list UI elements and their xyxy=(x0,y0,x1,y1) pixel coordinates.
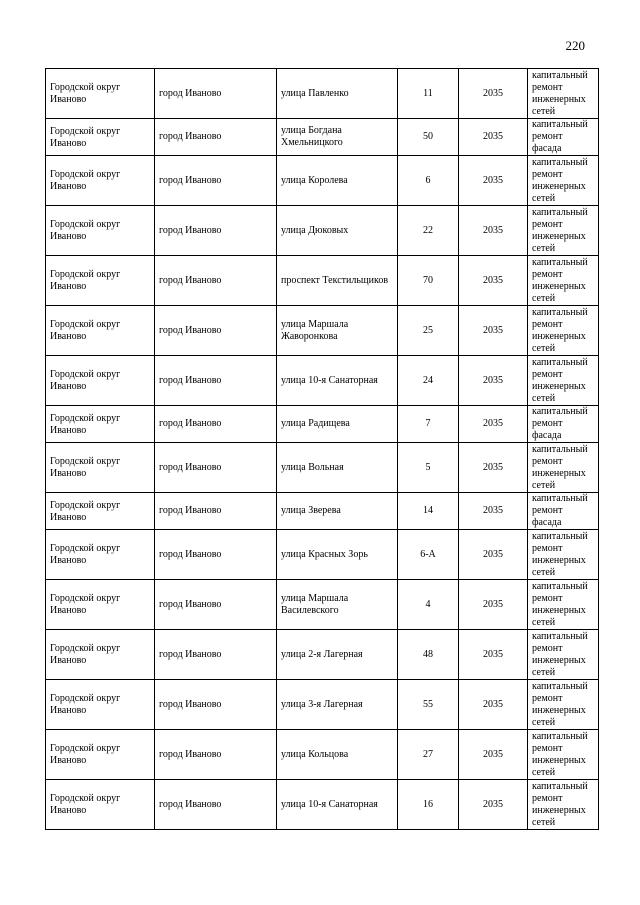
year-cell: 2035 xyxy=(459,443,528,493)
city-cell: город Иваново xyxy=(155,493,277,530)
okrug-cell: Городской округ Иваново xyxy=(46,443,155,493)
table-row xyxy=(46,256,599,306)
work-type-cell: капитальный ремонт инженерных сетей xyxy=(528,156,599,206)
street-cell: улица 10-я Санаторная xyxy=(277,780,398,830)
table-row xyxy=(46,156,599,206)
table-row xyxy=(46,493,599,530)
year-cell: 2035 xyxy=(459,730,528,780)
year-cell: 2035 xyxy=(459,356,528,406)
table-row xyxy=(46,680,599,730)
house-number-cell: 5 xyxy=(398,443,459,493)
work-type-cell: капитальный ремонт инженерных сетей xyxy=(528,69,599,119)
work-type-cell: капитальный ремонт инженерных сетей xyxy=(528,580,599,630)
okrug-cell: Городской округ Иваново xyxy=(46,730,155,780)
work-type-cell: капитальный ремонт инженерных сетей xyxy=(528,256,599,306)
year-cell: 2035 xyxy=(459,206,528,256)
okrug-cell: Городской округ Иваново xyxy=(46,356,155,406)
street-cell: улица Кольцова xyxy=(277,730,398,780)
table-row xyxy=(46,780,599,830)
work-type-cell: капитальный ремонт инженерных сетей xyxy=(528,356,599,406)
okrug-cell: Городской округ Иваново xyxy=(46,119,155,156)
okrug-cell: Городской округ Иваново xyxy=(46,306,155,356)
street-cell: улица Зверева xyxy=(277,493,398,530)
city-cell: город Иваново xyxy=(155,443,277,493)
okrug-cell: Городской округ Иваново xyxy=(46,630,155,680)
table-row xyxy=(46,443,599,493)
house-number-cell: 25 xyxy=(398,306,459,356)
street-cell: улица Вольная xyxy=(277,443,398,493)
city-cell: город Иваново xyxy=(155,780,277,830)
city-cell: город Иваново xyxy=(155,406,277,443)
house-number-cell: 24 xyxy=(398,356,459,406)
table-row xyxy=(46,119,599,156)
page-number: 220 xyxy=(565,38,585,53)
okrug-cell: Городской округ Иваново xyxy=(46,580,155,630)
year-cell: 2035 xyxy=(459,306,528,356)
table-row xyxy=(46,206,599,256)
okrug-cell: Городской округ Иваново xyxy=(46,69,155,119)
house-number-cell: 6-А xyxy=(398,530,459,580)
city-cell: город Иваново xyxy=(155,69,277,119)
house-number-cell: 55 xyxy=(398,680,459,730)
house-number-cell: 4 xyxy=(398,580,459,630)
house-number-cell: 70 xyxy=(398,256,459,306)
street-cell: проспект Текстильщиков xyxy=(277,256,398,306)
city-cell: город Иваново xyxy=(155,119,277,156)
table-row xyxy=(46,406,599,443)
year-cell: 2035 xyxy=(459,119,528,156)
year-cell: 2035 xyxy=(459,530,528,580)
house-number-cell: 14 xyxy=(398,493,459,530)
city-cell: город Иваново xyxy=(155,306,277,356)
table-row xyxy=(46,306,599,356)
street-cell: улица Красных Зорь xyxy=(277,530,398,580)
okrug-cell: Городской округ Иваново xyxy=(46,530,155,580)
okrug-cell: Городской округ Иваново xyxy=(46,256,155,306)
city-cell: город Иваново xyxy=(155,356,277,406)
year-cell: 2035 xyxy=(459,256,528,306)
year-cell: 2035 xyxy=(459,156,528,206)
street-cell: улица Павленко xyxy=(277,69,398,119)
house-number-cell: 22 xyxy=(398,206,459,256)
street-cell: улица Маршала Василевского xyxy=(277,580,398,630)
okrug-cell: Городской округ Иваново xyxy=(46,493,155,530)
work-type-cell: капитальный ремонт инженерных сетей xyxy=(528,780,599,830)
street-cell: улица 10-я Санаторная xyxy=(277,356,398,406)
table-row xyxy=(46,69,599,119)
work-type-cell: капитальный ремонт инженерных сетей xyxy=(528,443,599,493)
city-cell: город Иваново xyxy=(155,156,277,206)
table-row xyxy=(46,530,599,580)
street-cell: улица 3-я Лагерная xyxy=(277,680,398,730)
house-number-cell: 11 xyxy=(398,69,459,119)
street-cell: улица Дюковых xyxy=(277,206,398,256)
year-cell: 2035 xyxy=(459,630,528,680)
table-row xyxy=(46,580,599,630)
okrug-cell: Городской округ Иваново xyxy=(46,680,155,730)
building-registry-table xyxy=(45,68,599,830)
street-cell: улица 2-я Лагерная xyxy=(277,630,398,680)
okrug-cell: Городской округ Иваново xyxy=(46,780,155,830)
table-row xyxy=(46,356,599,406)
work-type-cell: капитальный ремонт фасада xyxy=(528,119,599,156)
street-cell: улица Радищева xyxy=(277,406,398,443)
year-cell: 2035 xyxy=(459,680,528,730)
year-cell: 2035 xyxy=(459,69,528,119)
house-number-cell: 48 xyxy=(398,630,459,680)
year-cell: 2035 xyxy=(459,406,528,443)
table-row xyxy=(46,730,599,780)
work-type-cell: капитальный ремонт инженерных сетей xyxy=(528,630,599,680)
house-number-cell: 7 xyxy=(398,406,459,443)
work-type-cell: капитальный ремонт инженерных сетей xyxy=(528,680,599,730)
street-cell: улица Богдана Хмельницкого xyxy=(277,119,398,156)
work-type-cell: капитальный ремонт инженерных сетей xyxy=(528,530,599,580)
city-cell: город Иваново xyxy=(155,730,277,780)
work-type-cell: капитальный ремонт инженерных сетей xyxy=(528,206,599,256)
city-cell: город Иваново xyxy=(155,630,277,680)
street-cell: улица Королева xyxy=(277,156,398,206)
house-number-cell: 16 xyxy=(398,780,459,830)
okrug-cell: Городской округ Иваново xyxy=(46,406,155,443)
table-row xyxy=(46,630,599,680)
year-cell: 2035 xyxy=(459,580,528,630)
house-number-cell: 27 xyxy=(398,730,459,780)
table-body xyxy=(46,69,599,830)
year-cell: 2035 xyxy=(459,493,528,530)
work-type-cell: капитальный ремонт инженерных сетей xyxy=(528,730,599,780)
city-cell: город Иваново xyxy=(155,256,277,306)
city-cell: город Иваново xyxy=(155,206,277,256)
house-number-cell: 50 xyxy=(398,119,459,156)
okrug-cell: Городской округ Иваново xyxy=(46,156,155,206)
city-cell: город Иваново xyxy=(155,530,277,580)
okrug-cell: Городской округ Иваново xyxy=(46,206,155,256)
house-number-cell: 6 xyxy=(398,156,459,206)
city-cell: город Иваново xyxy=(155,580,277,630)
street-cell: улица Маршала Жаворонкова xyxy=(277,306,398,356)
city-cell: город Иваново xyxy=(155,680,277,730)
work-type-cell: капитальный ремонт инженерных сетей xyxy=(528,306,599,356)
year-cell: 2035 xyxy=(459,780,528,830)
work-type-cell: капитальный ремонт фасада xyxy=(528,493,599,530)
work-type-cell: капитальный ремонт фасада xyxy=(528,406,599,443)
